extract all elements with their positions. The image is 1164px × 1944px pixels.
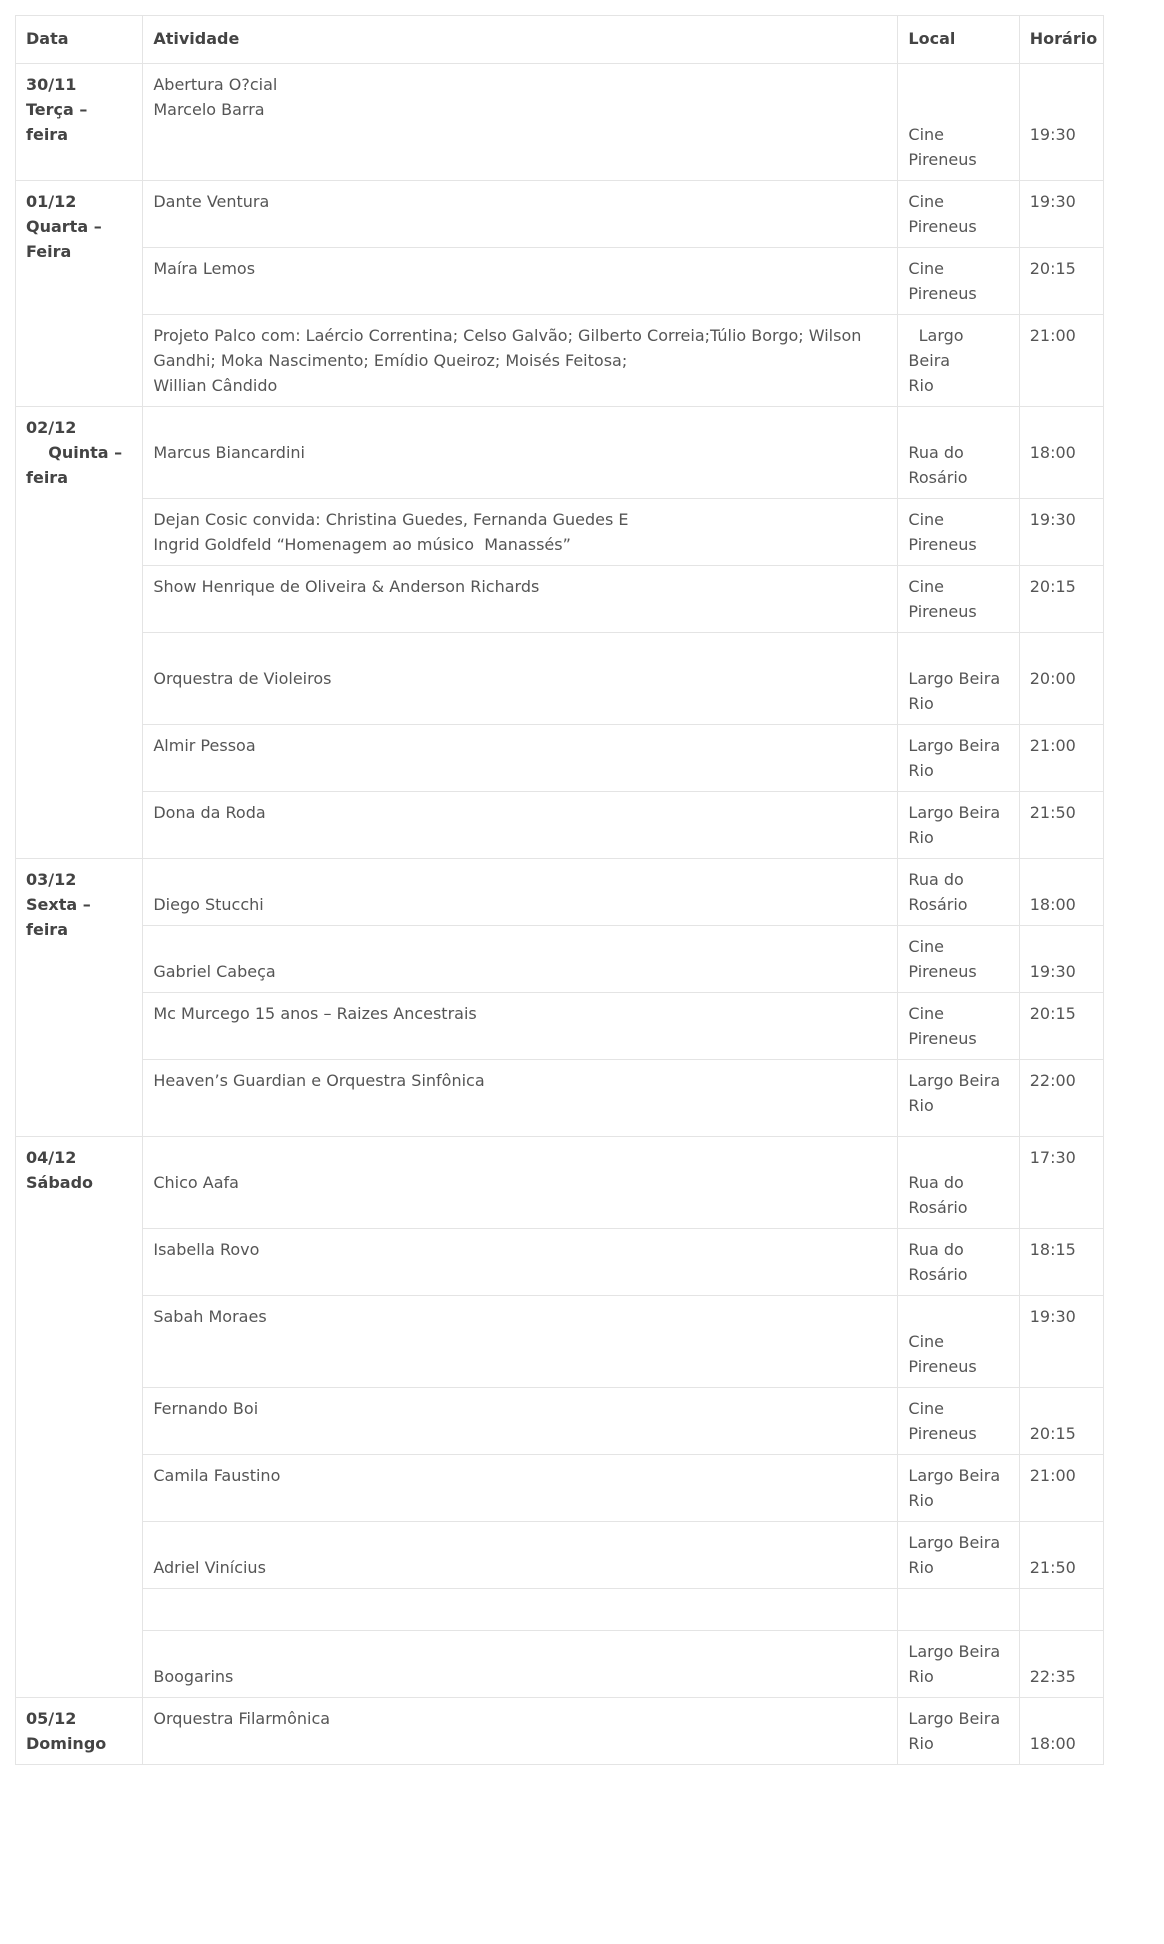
time-line: 18:15 [1029, 1240, 1076, 1259]
location-line: Pireneus [908, 1424, 977, 1443]
location-line [908, 1304, 1008, 1329]
location-line: Rua do [908, 870, 964, 889]
time-line: 21:50 [1029, 803, 1076, 822]
activity-line: Orquestra Filarmônica [153, 1709, 331, 1728]
location-line [908, 1145, 1008, 1170]
activity-line: Diego Stucchi [153, 895, 264, 914]
weekday-line: feira [26, 468, 68, 487]
table-row [16, 792, 1104, 859]
time-line: 21:00 [1029, 736, 1076, 755]
table-row [16, 1388, 1104, 1455]
date-text: 30/11 [26, 75, 77, 94]
location-line: Pireneus [908, 150, 977, 169]
table-row [16, 566, 1104, 633]
activity-line [153, 1639, 887, 1664]
time-line: 21:00 [1029, 1466, 1076, 1485]
location-line: Largo Beira [908, 736, 1001, 755]
location-cell [898, 248, 1019, 315]
location-line: Rua do [908, 443, 964, 462]
activity-line: Adriel Vinícius [153, 1558, 266, 1577]
location-cell [898, 1698, 1019, 1765]
activity-line [153, 415, 887, 440]
time-line [1030, 1597, 1093, 1622]
time-cell [1019, 926, 1103, 993]
activity-line: Boogarins [153, 1667, 234, 1686]
activity-cell [143, 859, 898, 926]
table-row [16, 1631, 1104, 1698]
time-cell [1019, 859, 1103, 926]
schedule-table [15, 15, 1104, 1765]
table-row [16, 859, 1104, 926]
time-cell [1019, 248, 1103, 315]
location-cell [898, 315, 1019, 407]
time-line [1030, 1706, 1093, 1731]
location-line [908, 97, 1008, 122]
date-cell [16, 1137, 143, 1698]
location-line: Largo Beira [908, 1709, 1001, 1728]
location-line: Pireneus [908, 962, 977, 981]
activity-line: Show Henrique de Oliveira & Anderson Richards [153, 577, 540, 596]
location-cell [898, 792, 1019, 859]
activity-line: Marcus Biancardini [153, 443, 305, 462]
weekday-line: Terça – feira [26, 100, 93, 144]
time-cell [1019, 1137, 1103, 1229]
time-cell [1019, 792, 1103, 859]
table-row [16, 1522, 1104, 1589]
table-row [16, 1296, 1104, 1388]
activity-line: Projeto Palco com: Laércio Correntina; Celso Galvão; Gilberto Correia;Túlio Borgo; Wilson [153, 326, 862, 345]
table-row [16, 1229, 1104, 1296]
activity-line: Ingrid Goldfeld “Homenagem ao músico Manassés” [153, 535, 571, 554]
header-date: Data [16, 16, 143, 64]
activity-line: Dona da Roda [153, 803, 266, 822]
time-cell [1019, 181, 1103, 248]
location-line: Largo Beira [908, 326, 969, 370]
table-row [16, 926, 1104, 993]
location-line: Cine [908, 259, 945, 278]
date-cell [16, 181, 143, 407]
location-cell [898, 1137, 1019, 1229]
time-cell [1019, 1698, 1103, 1765]
location-line: Rosário [908, 468, 968, 487]
activity-cell [143, 1522, 898, 1589]
activity-line: Dante Ventura [153, 192, 270, 211]
activity-line: Sabah Moraes [153, 1307, 267, 1326]
time-cell [1019, 499, 1103, 566]
time-cell [1019, 1455, 1103, 1522]
location-line: Cine [908, 192, 945, 211]
activity-cell [143, 566, 898, 633]
time-cell [1019, 1060, 1103, 1137]
location-line: Pireneus [908, 217, 977, 236]
table-row [16, 315, 1104, 407]
location-line: Rosário [908, 1265, 968, 1284]
activity-line: Camila Faustino [153, 1466, 281, 1485]
date-text: 01/12 [26, 192, 77, 211]
location-line [908, 415, 1008, 440]
activity-line [153, 641, 887, 666]
location-line: Rosário [908, 1198, 968, 1217]
activity-cell [143, 64, 898, 181]
activity-cell [143, 926, 898, 993]
header-time: Horário [1019, 16, 1103, 64]
time-cell [1019, 1388, 1103, 1455]
weekday-line: Sábado [26, 1173, 94, 1192]
activity-line [153, 1145, 887, 1170]
time-line: 17:30 [1029, 1148, 1076, 1167]
location-line: Cine [908, 510, 945, 529]
activity-cell [143, 1455, 898, 1522]
table-row [16, 993, 1104, 1060]
time-cell [1019, 64, 1103, 181]
table-row [16, 181, 1104, 248]
activity-line: Isabella Rovo [153, 1240, 260, 1259]
time-line [1030, 1639, 1093, 1664]
location-line: Rio [908, 694, 934, 713]
time-cell [1019, 633, 1103, 725]
location-line: Rio [908, 1734, 934, 1753]
location-cell [898, 1631, 1019, 1698]
location-line: Largo Beira [908, 803, 1001, 822]
location-line: Cine [908, 1004, 945, 1023]
location-line: Cine [908, 1332, 945, 1351]
date-cell [16, 859, 143, 1137]
time-line [1030, 1396, 1093, 1421]
time-line: 22:00 [1029, 1071, 1076, 1090]
date-text: 05/12 [26, 1709, 77, 1728]
time-cell [1019, 1589, 1103, 1631]
location-line: Largo Beira [908, 1533, 1001, 1552]
location-line: Pireneus [908, 535, 977, 554]
activity-cell [143, 1698, 898, 1765]
table-row [16, 725, 1104, 792]
location-cell [898, 1296, 1019, 1388]
time-cell [1019, 315, 1103, 407]
location-cell [898, 499, 1019, 566]
activity-line: Chico Aafa [153, 1173, 239, 1192]
location-line: Largo Beira [908, 1071, 1001, 1090]
activity-cell [143, 1388, 898, 1455]
date-cell [16, 407, 143, 859]
table-row [16, 248, 1104, 315]
time-cell [1019, 993, 1103, 1060]
activity-cell [143, 499, 898, 566]
location-line: Rio [908, 376, 934, 395]
time-line [1030, 97, 1093, 122]
activity-line: Heaven’s Guardian e Orquestra Sinfônica [153, 1071, 485, 1090]
location-line: Rio [908, 828, 934, 847]
weekday-line: Feira [26, 242, 72, 261]
activity-cell [143, 1229, 898, 1296]
date-cell [16, 1698, 143, 1765]
location-line: Pireneus [908, 1357, 977, 1376]
time-line [1030, 72, 1093, 97]
location-line: Cine [908, 937, 945, 956]
location-line: Cine [908, 1399, 945, 1418]
location-line: Pireneus [908, 284, 977, 303]
time-line: 18:00 [1029, 895, 1076, 914]
activity-line [153, 934, 887, 959]
location-line: Rio [908, 1096, 934, 1115]
location-line: Rio [908, 1667, 934, 1686]
time-line: 19:30 [1029, 192, 1076, 211]
date-text: 04/12 [26, 1148, 77, 1167]
time-line [1030, 1530, 1093, 1555]
location-cell [898, 1388, 1019, 1455]
location-line: Rio [908, 1491, 934, 1510]
time-line: 19:30 [1029, 510, 1076, 529]
table-row [16, 1455, 1104, 1522]
time-cell [1019, 1229, 1103, 1296]
time-line: 19:30 [1029, 1307, 1076, 1326]
table-row [16, 633, 1104, 725]
weekday-line: Domingo [26, 1734, 107, 1753]
location-cell [898, 407, 1019, 499]
time-line: 21:00 [1029, 326, 1076, 345]
activity-line: Orquestra de Violeiros [153, 669, 332, 688]
location-line: Rua do [908, 1173, 964, 1192]
location-line [908, 72, 1008, 97]
activity-line: Almir Pessoa [153, 736, 256, 755]
time-line: 20:15 [1029, 1424, 1076, 1443]
activity-cell [143, 407, 898, 499]
location-cell [898, 1229, 1019, 1296]
location-cell [898, 633, 1019, 725]
location-line: Rio [908, 761, 934, 780]
activity-line [153, 867, 887, 892]
time-line: 20:00 [1029, 669, 1076, 688]
activity-cell [143, 633, 898, 725]
location-line: Cine [908, 577, 945, 596]
location-cell [898, 993, 1019, 1060]
location-line: Cine [908, 125, 945, 144]
activity-cell [143, 1137, 898, 1229]
time-cell [1019, 407, 1103, 499]
date-text: 02/12 [26, 418, 77, 437]
activity-cell [143, 1631, 898, 1698]
activity-line [153, 1530, 887, 1555]
table-row [16, 64, 1104, 181]
activity-line: Abertura O?cial [153, 75, 278, 94]
location-cell [898, 859, 1019, 926]
activity-cell [143, 248, 898, 315]
table-row [16, 1589, 1104, 1631]
time-line: 19:30 [1029, 125, 1076, 144]
activity-cell [143, 1589, 898, 1631]
location-line: Pireneus [908, 1029, 977, 1048]
activity-line: Gandhi; Moka Nascimento; Emídio Queiroz; Moisés Feitosa; [153, 351, 628, 370]
activity-cell [143, 181, 898, 248]
time-line [1030, 415, 1093, 440]
date-cell [16, 64, 143, 181]
location-line [908, 1597, 1008, 1622]
activity-cell [143, 725, 898, 792]
location-line: Rua do [908, 1240, 964, 1259]
table-row [16, 407, 1104, 499]
header-location: Local [898, 16, 1019, 64]
activity-line: Mc Murcego 15 anos – Raizes Ancestrais [153, 1004, 477, 1023]
location-line: Largo Beira [908, 1466, 1001, 1485]
time-cell [1019, 725, 1103, 792]
location-line: Pireneus [908, 602, 977, 621]
schedule-body [16, 64, 1104, 1765]
activity-line: Gabriel Cabeça [153, 962, 276, 981]
time-cell [1019, 1296, 1103, 1388]
location-line: Largo Beira [908, 1642, 1001, 1661]
time-line [1030, 867, 1093, 892]
activity-cell [143, 315, 898, 407]
time-cell [1019, 1631, 1103, 1698]
schedule-container [15, 15, 1104, 1765]
activity-cell [143, 792, 898, 859]
location-cell [898, 1522, 1019, 1589]
location-line: Rio [908, 1558, 934, 1577]
location-cell [898, 1455, 1019, 1522]
time-cell [1019, 566, 1103, 633]
header-activity: Atividade [143, 16, 898, 64]
weekday-line: Quarta – [26, 217, 102, 236]
activity-cell [143, 993, 898, 1060]
location-cell [898, 926, 1019, 993]
time-cell [1019, 1522, 1103, 1589]
location-line: Largo Beira [908, 669, 1001, 688]
table-row [16, 1698, 1104, 1765]
location-cell [898, 181, 1019, 248]
time-line: 20:15 [1029, 259, 1076, 278]
activity-line: Dejan Cosic convida: Christina Guedes, Fernanda Guedes E [153, 510, 629, 529]
activity-line: Maíra Lemos [153, 259, 256, 278]
activity-cell [143, 1060, 898, 1137]
location-cell [898, 566, 1019, 633]
time-line: 20:15 [1029, 1004, 1076, 1023]
location-line: Rosário [908, 895, 968, 914]
weekday-line: Sexta – feira [26, 895, 97, 939]
time-line: 18:00 [1029, 443, 1076, 462]
time-line [1030, 641, 1093, 666]
time-line: 20:15 [1029, 577, 1076, 596]
activity-line: Willian Cândido [153, 376, 278, 395]
activity-line: Marcelo Barra [153, 100, 265, 119]
activity-line [153, 1597, 887, 1622]
time-line: 18:00 [1029, 1734, 1076, 1753]
time-line: 19:30 [1029, 962, 1076, 981]
location-cell [898, 64, 1019, 181]
activity-cell [143, 1296, 898, 1388]
weekday-line: Quinta – [26, 443, 123, 462]
location-cell [898, 725, 1019, 792]
date-text: 03/12 [26, 870, 77, 889]
time-line [1030, 934, 1093, 959]
activity-line: Fernando Boi [153, 1399, 259, 1418]
table-row [16, 1060, 1104, 1137]
location-cell [898, 1589, 1019, 1631]
time-line: 22:35 [1029, 1667, 1076, 1686]
location-line [908, 641, 1008, 666]
header-row [16, 16, 1104, 64]
time-line: 21:50 [1029, 1558, 1076, 1577]
location-cell [898, 1060, 1019, 1137]
table-row [16, 499, 1104, 566]
table-row [16, 1137, 1104, 1229]
